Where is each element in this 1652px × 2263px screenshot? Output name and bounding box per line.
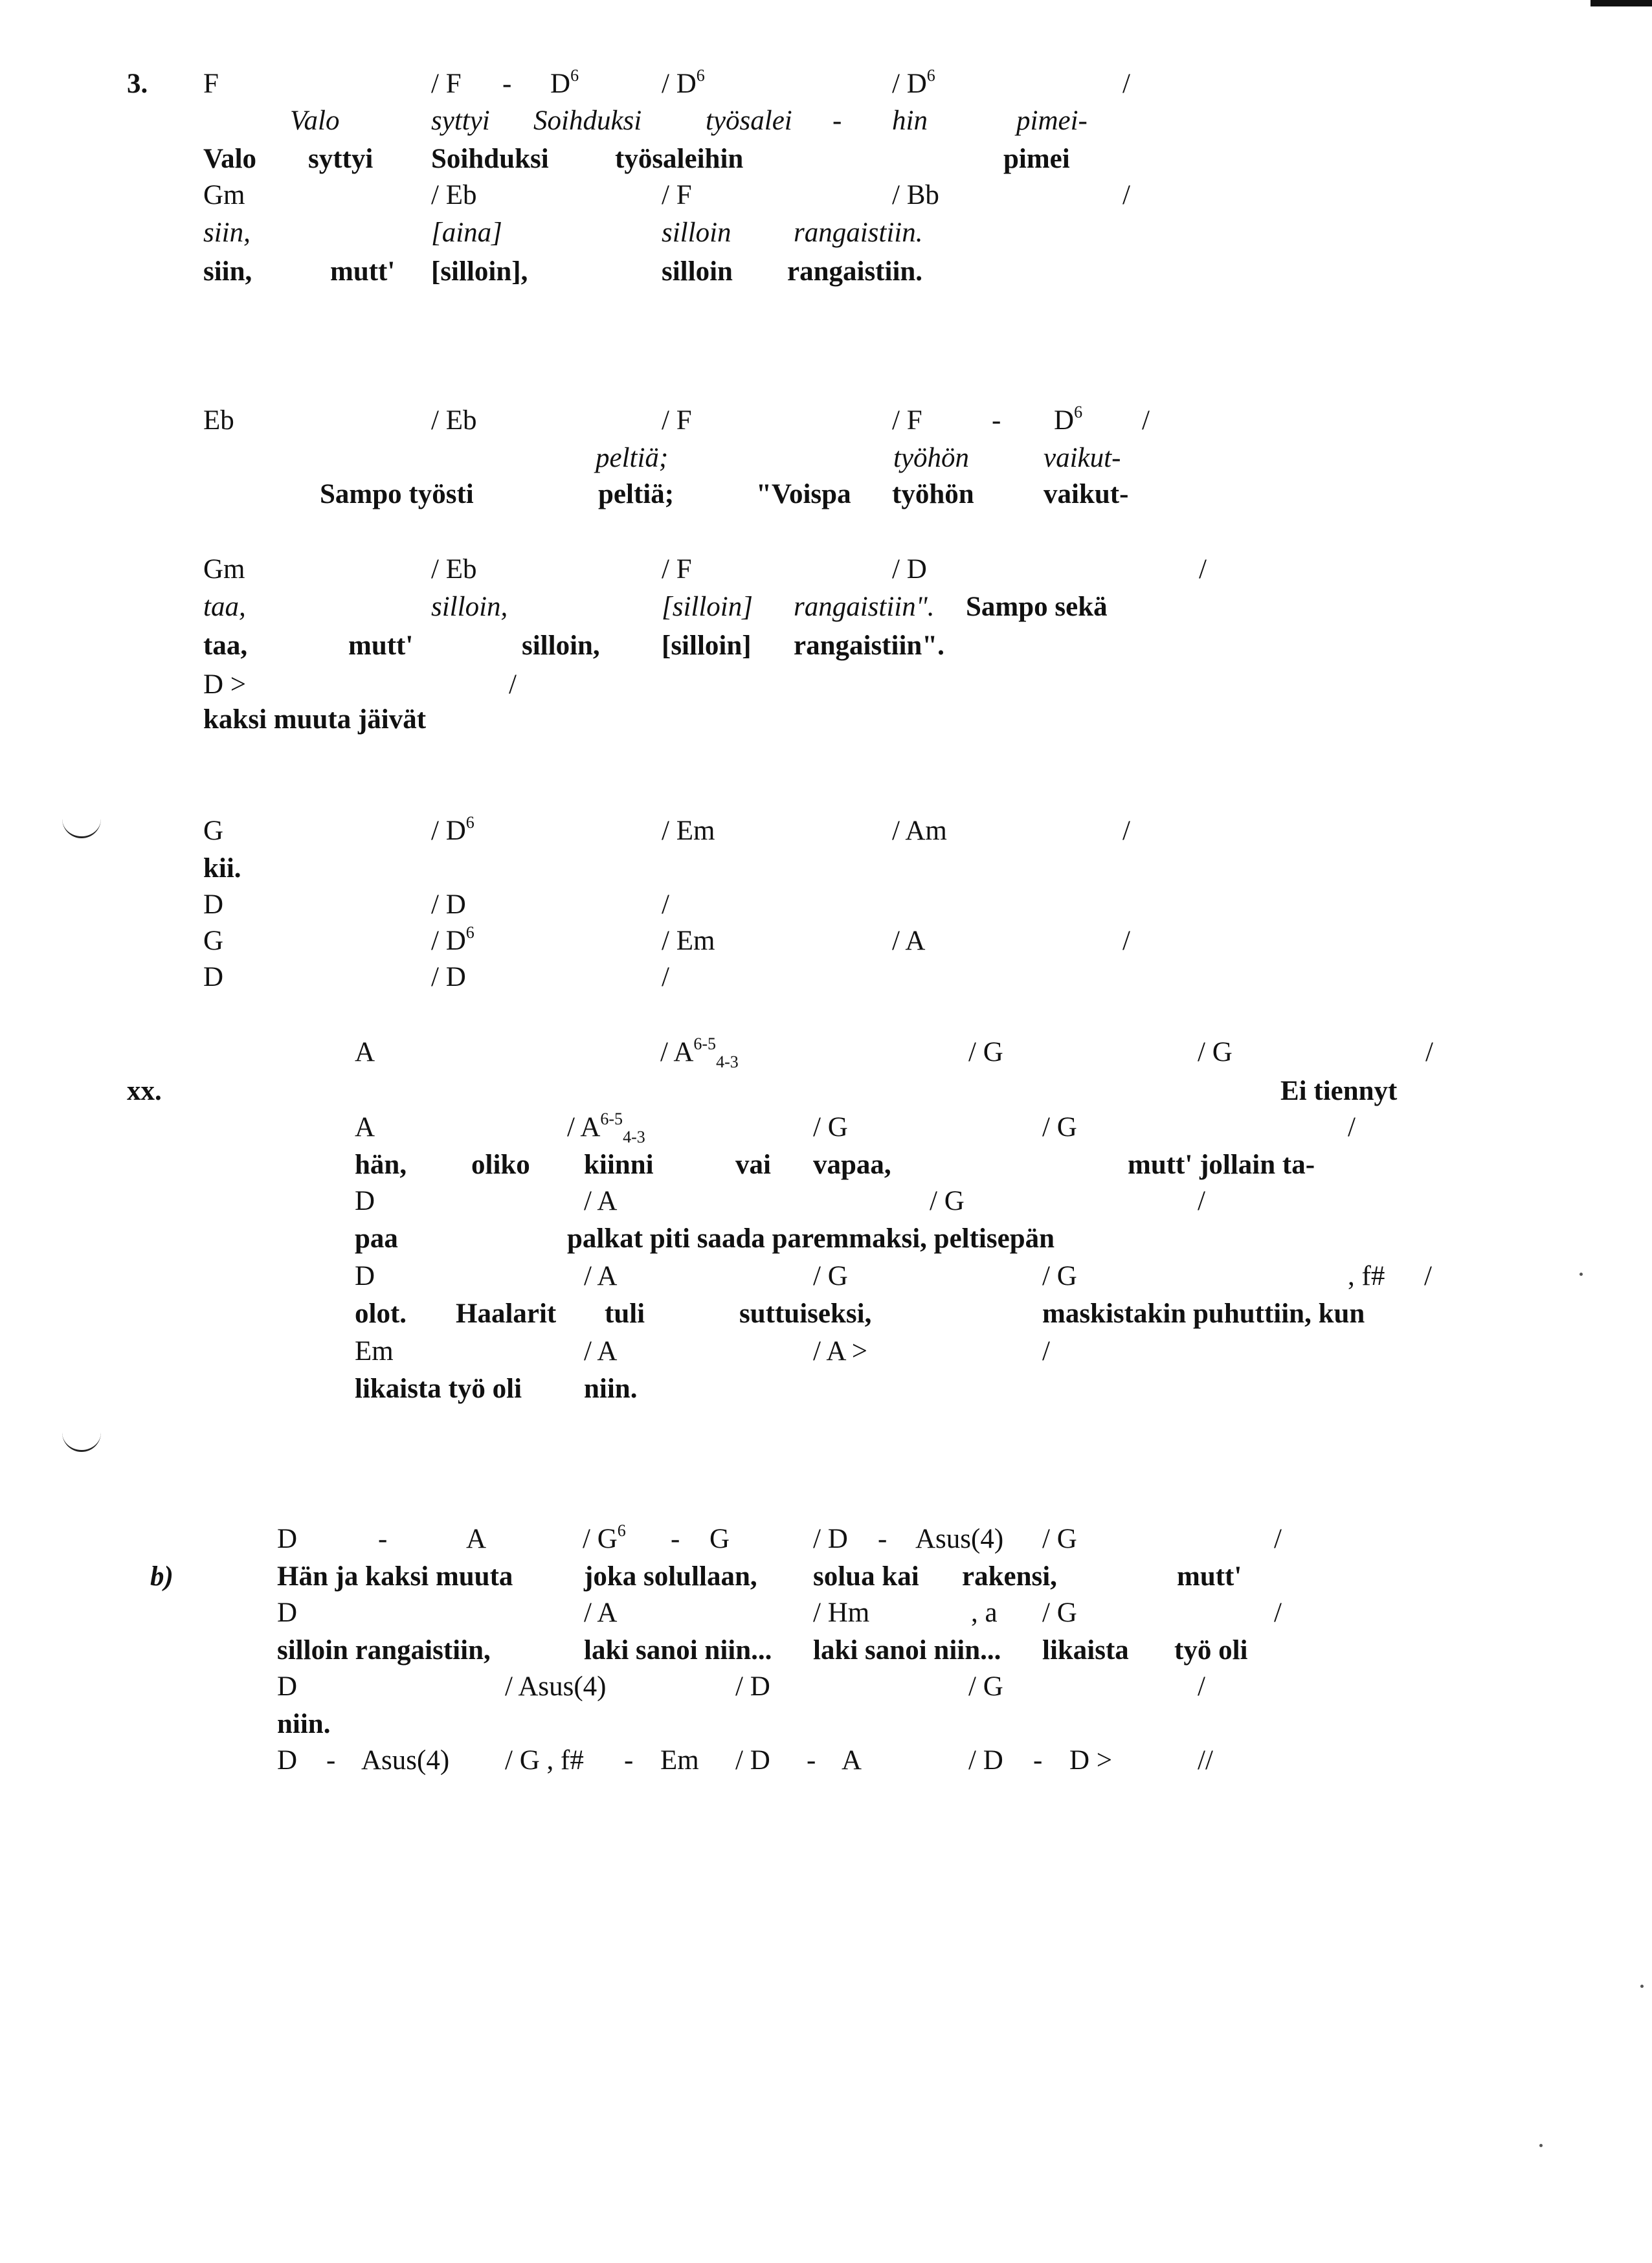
chord: / Hm (813, 1598, 870, 1628)
chord: $D^6$ (1054, 403, 1083, 436)
lyric-italic: hin (892, 106, 928, 136)
chord: / G (1042, 1524, 1077, 1554)
lyric: Sampo sekä (966, 592, 1108, 622)
lyric-italic: peltiä; (596, 443, 669, 473)
bar-line: / (1122, 69, 1130, 99)
lyric-italic: siin, (203, 217, 251, 248)
breath-mark (62, 1431, 101, 1452)
lyric: vai (735, 1150, 771, 1180)
lyric: olot. (355, 1299, 407, 1329)
lyric: "Voispa (756, 479, 851, 509)
chord: / G (1198, 1037, 1233, 1067)
scan-edge-mark (1591, 0, 1652, 6)
bar-line: / (1122, 180, 1130, 210)
lyric: Sampo työsti (320, 479, 474, 509)
chord: / F (662, 554, 692, 585)
lyric: likaista (1042, 1635, 1129, 1666)
chord: / Em (662, 926, 715, 956)
chord: D (277, 1745, 298, 1776)
scan-speck (1640, 1985, 1644, 1988)
lyric: työhön (892, 479, 974, 509)
lyric: rangaistiin". (794, 630, 944, 661)
lyric: Valo (203, 144, 257, 174)
chord-dash: - (1033, 1745, 1043, 1776)
scan-speck (1579, 1273, 1583, 1276)
chord: A (355, 1037, 375, 1067)
chord: D (277, 1598, 298, 1628)
lyric: Soihduksi (431, 144, 549, 174)
chord: / $D^6$ (431, 923, 474, 956)
lyric: tuli (605, 1299, 645, 1329)
chord: G (203, 926, 224, 956)
chord: / Am (892, 816, 947, 846)
lyric: laki sanoi niin... (584, 1635, 772, 1666)
scan-speck (1539, 2144, 1543, 2147)
lyric: taa, (203, 630, 248, 661)
chord: D (355, 1186, 375, 1216)
lyric: syttyi (308, 144, 374, 174)
lyric: pimei (1003, 144, 1070, 174)
chord: / D (735, 1745, 770, 1776)
chord: Gm (203, 554, 245, 585)
lyric: hän, (355, 1150, 407, 1180)
lyric-italic: syttyi (431, 106, 490, 136)
chord: Em (660, 1745, 699, 1776)
lyric-italic: silloin (662, 217, 731, 248)
lyric: mutt' (1177, 1561, 1242, 1592)
chord: Asus(4) (915, 1524, 1004, 1554)
lyric: [silloin], (431, 256, 528, 287)
lyric: laki sanoi niin... (813, 1635, 1001, 1666)
section-number: 3. (127, 69, 148, 99)
chord: / A (584, 1598, 618, 1628)
chord-dash: - (992, 405, 1001, 436)
chord: , f# (1348, 1261, 1385, 1291)
chord: / $G^6$ (583, 1521, 626, 1554)
chord-dash: - (502, 69, 512, 99)
bar-line: / (662, 889, 669, 920)
chord: / $A^{6-5}_{4-3}$ (660, 1034, 739, 1071)
chord: / $D^6$ (892, 66, 935, 99)
bar-line: / (1274, 1598, 1282, 1628)
lyric-italic: vaikut- (1044, 443, 1121, 473)
lyric-italic: rangaistiin. (794, 217, 923, 248)
lyric-italic: Valo (290, 106, 340, 136)
chord: Asus(4) (361, 1745, 450, 1776)
chord: $D^6$ (550, 66, 579, 99)
chord: / Bb (892, 180, 939, 210)
lyric: kiinni (584, 1150, 654, 1180)
lyric: oliko (471, 1150, 530, 1180)
lyric: Ei tiennyt (1280, 1076, 1398, 1106)
bar-line: / (1274, 1524, 1282, 1554)
lyric: silloin, (522, 630, 600, 661)
lyric: työ oli (1174, 1635, 1248, 1666)
chord: D (355, 1261, 375, 1291)
lyric: palkat piti saada paremmaksi, peltisepän (567, 1223, 1055, 1254)
section-label: xx. (127, 1076, 162, 1106)
chord: / F (662, 405, 692, 436)
lyric: silloin rangaistiin, (277, 1635, 491, 1666)
lyric-italic: taa, (203, 592, 246, 622)
bar-line: / (509, 669, 517, 700)
chord-dash: - (671, 1524, 680, 1554)
chord: / D (813, 1524, 848, 1554)
chord: / G (813, 1261, 848, 1291)
bar-line: / (1424, 1261, 1432, 1291)
bar-line: / (1198, 1186, 1205, 1216)
chord: G (709, 1524, 730, 1554)
lyric: joka solullaan, (584, 1561, 757, 1592)
chord: A (466, 1524, 487, 1554)
lyric-italic: työhön (893, 443, 970, 473)
chord: D (203, 962, 224, 992)
chord-dash: - (378, 1524, 388, 1554)
bar-line: / (1425, 1037, 1433, 1067)
final-bar-line: // (1198, 1745, 1213, 1776)
chord: / F (662, 180, 692, 210)
lyric: peltiä; (598, 479, 675, 509)
lyric: mutt' (330, 256, 396, 287)
chord: / $A^{6-5}_{4-3}$ (567, 1109, 645, 1146)
chord: / G (1042, 1598, 1077, 1628)
bar-line: / (1199, 554, 1207, 585)
lyric: solua kai (813, 1561, 919, 1592)
lyric: kaksi muuta jäivät (203, 704, 427, 735)
chord: D > (1069, 1745, 1113, 1776)
lyric: silloin (662, 256, 733, 287)
lyric: paa (355, 1223, 398, 1254)
chord: / Eb (431, 554, 477, 585)
lyric-italic: pimei- (1016, 106, 1088, 136)
lyric: työsaleihin (615, 144, 744, 174)
bar-line: / (1122, 926, 1130, 956)
lyric-italic: silloin, (431, 592, 508, 622)
chord: / D (431, 889, 466, 920)
chord: / D (892, 554, 927, 585)
lyric: siin, (203, 256, 252, 287)
chord: / A (584, 1261, 618, 1291)
lyric: vapaa, (813, 1150, 891, 1180)
chord: / Eb (431, 405, 477, 436)
chord: / G (813, 1112, 848, 1143)
lyric: mutt' jollain ta- (1128, 1150, 1315, 1180)
chord: D (277, 1524, 298, 1554)
chord: G (203, 816, 224, 846)
chord: / A (584, 1186, 618, 1216)
bar-line: / (1348, 1112, 1356, 1143)
lyric: maskistakin puhuttiin, kun (1042, 1299, 1365, 1329)
chord: / $D^6$ (431, 813, 474, 846)
chord: / F (892, 405, 922, 436)
chord: / G , f# (505, 1745, 584, 1776)
chord: / G (968, 1671, 1003, 1702)
lyric: niin. (584, 1374, 638, 1404)
chord: / F (431, 69, 462, 99)
section-label: b) (150, 1561, 173, 1592)
chord: / G (1042, 1261, 1077, 1291)
lyric: rakensi, (962, 1561, 1057, 1592)
bar-line: / (1122, 816, 1130, 846)
chord: / G (968, 1037, 1003, 1067)
chord: / Asus(4) (505, 1671, 607, 1702)
chord-dash: - (624, 1745, 634, 1776)
lyric: vaikut- (1044, 479, 1129, 509)
chord: , a (971, 1598, 998, 1628)
lyric: mutt' (348, 630, 414, 661)
lyric: kii. (203, 853, 241, 884)
chord: / A (584, 1336, 618, 1366)
lyric: niin. (277, 1709, 331, 1739)
chord-dash: - (807, 1745, 816, 1776)
lyric-italic: rangaistiin". (794, 592, 935, 622)
bar-line: / (662, 962, 669, 992)
chord: D (277, 1671, 298, 1702)
breath-mark (62, 817, 101, 838)
chord: / D (431, 962, 466, 992)
chord: D (203, 889, 224, 920)
chord: Em (355, 1336, 394, 1366)
lyric-italic: [aina] (431, 217, 502, 248)
chord: A (842, 1745, 862, 1776)
chord: A (355, 1112, 375, 1143)
lyric: suttuiseksi, (739, 1299, 872, 1329)
chord-dash: - (878, 1524, 887, 1554)
lyric-italic: - (832, 106, 842, 136)
chord: / Em (662, 816, 715, 846)
bar-line: / (1142, 405, 1150, 436)
lyric: likaista työ oli (355, 1374, 522, 1404)
chord: Eb (203, 405, 234, 436)
chord: / A (892, 926, 926, 956)
lyric-italic: työsalei (706, 106, 792, 136)
lyric: rangaistiin. (787, 256, 923, 287)
lyric: [silloin] (662, 630, 752, 661)
chord: / D (968, 1745, 1003, 1776)
lyric-italic: Soihduksi (533, 106, 642, 136)
chord: / A > (813, 1336, 868, 1366)
chord: / G (930, 1186, 965, 1216)
chord-dash: - (326, 1745, 336, 1776)
bar-line: / (1198, 1671, 1205, 1702)
lyric-italic: [silloin] (662, 592, 753, 622)
lyric: Haalarit (456, 1299, 557, 1329)
chord: F (203, 69, 219, 99)
chord: Gm (203, 180, 245, 210)
chord: / G (1042, 1112, 1077, 1143)
lyric: Hän ja kaksi muuta (277, 1561, 513, 1592)
chord: / D (735, 1671, 770, 1702)
chord: D > (203, 669, 247, 700)
bar-line: / (1042, 1336, 1050, 1366)
chord: / $D^6$ (662, 66, 705, 99)
chord: / Eb (431, 180, 477, 210)
